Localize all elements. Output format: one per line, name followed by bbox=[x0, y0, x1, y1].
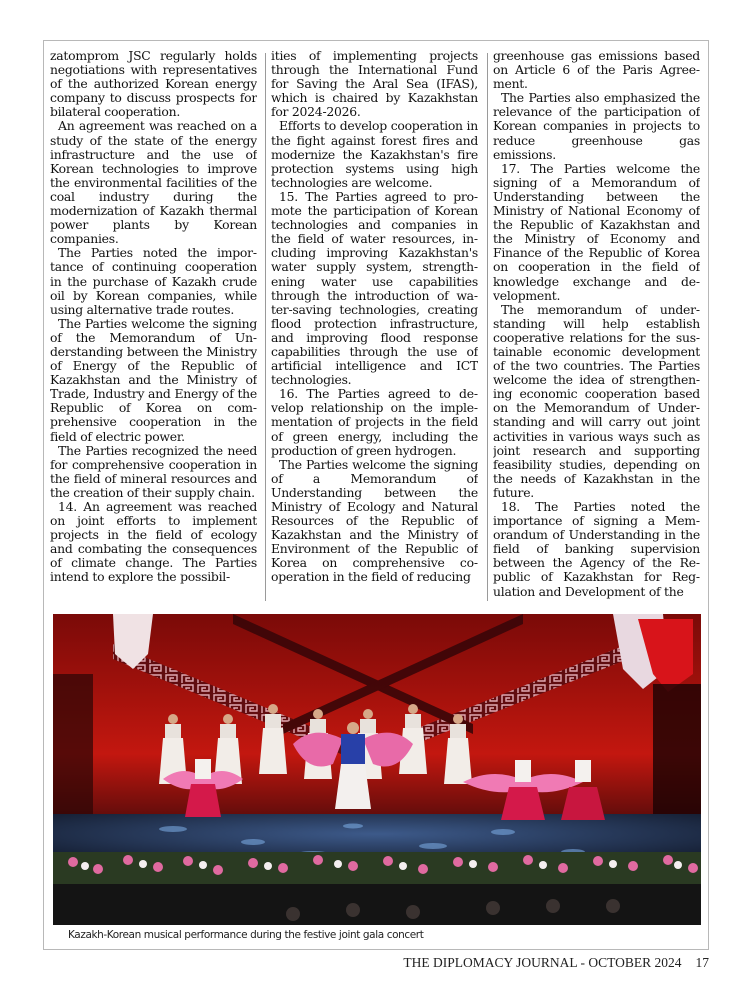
text-column-3 bbox=[493, 49, 700, 611]
paragraph: 17. The Parties welcome the signing of a Memorandum of Understanding between the Ministry of National Economy of the Republic of Kazakhstan and the Ministry of Economy and Finance of the Republic of Korea on cooperation in the field of knowledge exchange and development. bbox=[493, 160, 700, 303]
column-divider bbox=[265, 53, 266, 601]
paragraph: The Parties welcome the signing of a Memorandum of Understanding between the Ministry of Ecology and Natural Resources of the Republic of Kazakhstan and the Ministry of Environment of the Republic of Korea on comprehensive cooperation in the field of reducing bbox=[271, 456, 478, 585]
column-divider bbox=[487, 53, 488, 601]
paragraph: The Parties noted the importance of continuing cooperation in the purchase of Kazakh crude oil by Korean companies, while using alternative trade routes. bbox=[50, 245, 257, 317]
paragraph: 14. An agreement was reached on joint efforts to implement projects in the field of ecology and combating the consequences of climate change. The Parties intend to explore the possibil- bbox=[50, 499, 257, 585]
paragraph: 15. The Parties agreed to promote the participation of Korean technologies and companies in the field of water resources, including improving Kazakhstan's water supply system, strengthening water use capabilities through the introduction of water-saving technologies, creating flood protection infrastructure, and improving flood response capabilities through the use of artificial intelligence and ICT technologies. bbox=[271, 188, 478, 388]
article-frame bbox=[43, 40, 709, 950]
concert-photo bbox=[53, 614, 701, 925]
text-column-1 bbox=[50, 49, 257, 611]
paragraph: Efforts to develop cooperation in the fight against forest fires and modernize the Kazakhstan's fire protection systems using high technologies are welcome. bbox=[271, 118, 478, 190]
paragraph: 18. The Parties noted the importance of signing a Memorandum of Understanding in the field of banking supervision between the Agency of the Republic of Kazakhstan for Regulation and Development of the bbox=[493, 499, 700, 599]
paragraph: The Parties recognized the need for comprehensive cooperation in the field of mineral resources and the creation of their supply chain. bbox=[50, 442, 257, 500]
page-footer bbox=[0, 955, 709, 971]
paragraph: ities of implementing projects through the International Fund for Saving the Aral Sea (IFAS), which is chaired by Kazakhstan for 2024-2026. bbox=[271, 49, 478, 120]
text-column-2 bbox=[271, 49, 478, 611]
photo-caption: Kazakh-Korean musical performance during the festive joint gala concert bbox=[68, 929, 424, 941]
paragraph: The Parties also emphasized the relevance of the participation of Korean companies in projects to reduce greenhouse gas emissions. bbox=[493, 90, 700, 162]
publication-name: THE DIPLOMACY JOURNAL - OCTOBER 2024 bbox=[403, 955, 682, 970]
paragraph: The Parties welcome the signing of the Memorandum of Understanding between the Ministry of Energy of the Republic of Kazakhstan and the Ministry of Trade, Industry and Energy of the Republic of Korea on comprehensive cooperation in the field of electric power. bbox=[50, 315, 257, 444]
page-number: 17 bbox=[695, 955, 709, 970]
paragraph: greenhouse gas emissions based on Article 6 of the Paris Agreement. bbox=[493, 49, 700, 92]
concert-photo-illustration bbox=[53, 614, 701, 925]
paragraph: The memorandum of understanding will help establish cooperative relations for the sustainable economic development of the two countries. The Parties welcome the idea of strengthening economic cooperation based on the Memorandum of Understanding and will carry out joint activities in various ways such as joint research and supporting feasibility studies, depending on the needs of Kazakhstan in the future. bbox=[493, 301, 700, 500]
paragraph: zatomprom JSC regularly holds negotiations with representatives of the authorized Korean energy company to discuss prospects for bilateral cooperation. bbox=[50, 49, 257, 120]
paragraph: 16. The Parties agreed to develop relationship on the implementation of projects in the field of green energy, including the production of green hydrogen. bbox=[271, 386, 478, 458]
paragraph: An agreement was reached on a study of the state of the energy infrastructure and the use of Korean technologies to improve the environmental facilities of the coal industry during the modernization of Kazakh thermal power plants by Korean companies. bbox=[50, 118, 257, 247]
